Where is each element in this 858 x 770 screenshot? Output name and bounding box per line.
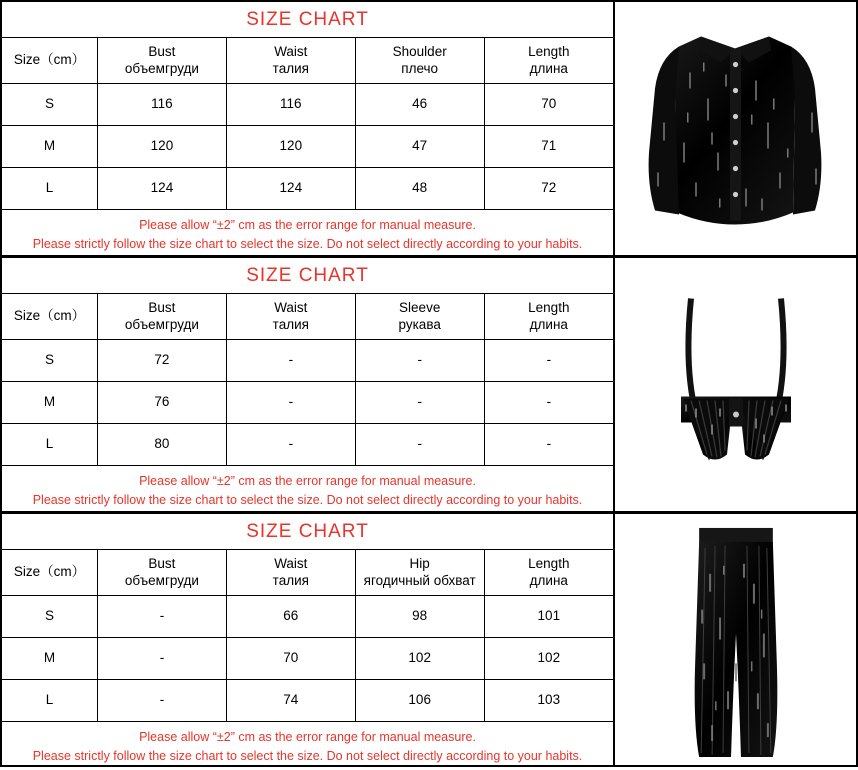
column-header-bust-ru: объемгруди [124,60,199,76]
cell-bust: 76 [98,382,227,424]
column-header-waist-en: Waist [274,43,308,59]
measure-notes [2,466,613,514]
column-header-bust [98,550,227,596]
table-row [2,424,613,466]
cell-sleeve: - [355,340,484,382]
cell-size: M [2,126,98,168]
column-header-length-en: Length [528,555,570,571]
measure-notes [2,210,613,258]
cell-size: S [2,84,98,126]
column-header-length-ru: длина [529,316,568,332]
column-header-size-en: Size（cm） [13,564,86,580]
cell-bust: 120 [98,126,227,168]
cell-sleeve: - [355,382,484,424]
black-sequin-shirt-illustration [615,2,856,255]
cell-bust: 116 [98,84,227,126]
column-header-size-en: Size（cm） [13,52,86,68]
column-header-bust-en: Bust [148,43,176,59]
column-header-shoulder-ru: плечо [401,60,439,76]
column-header-length [484,38,613,84]
column-header-bust-en: Bust [148,555,176,571]
cell-waist: - [226,424,355,466]
column-header-length [484,550,613,596]
product-image-bralette [615,258,856,511]
column-header-waist-ru: талия [272,316,309,332]
column-header-hip-en: Hip [409,555,430,571]
cell-waist: - [226,382,355,424]
cell-sleeve: - [355,424,484,466]
page-title-shirt: SIZE CHART [246,9,369,30]
size-chart-block-shirt [0,0,858,256]
column-header-waist [226,38,355,84]
column-header-length [484,294,613,340]
column-header-hip [355,550,484,596]
note-line-2: Please strictly follow the size chart to select the size. Do not select directly according to your habits. [32,748,583,763]
cell-length: 103 [484,680,613,722]
table-row [2,596,613,638]
table-row [2,638,613,680]
cell-bust: - [98,596,227,638]
cell-waist: 120 [226,126,355,168]
page-title-pants: SIZE CHART [246,521,369,542]
cell-size: M [2,382,98,424]
column-header-sleeve [355,294,484,340]
cell-length: - [484,424,613,466]
column-header-length-en: Length [528,43,570,59]
cell-hip: 106 [355,680,484,722]
table-header-row [2,550,613,596]
product-image-shirt [615,2,856,255]
column-header-waist-ru: талия [272,60,309,76]
cell-size: M [2,638,98,680]
cell-waist: 74 [226,680,355,722]
note-line-2: Please strictly follow the size chart to select the size. Do not select directly according to your habits. [32,236,583,251]
column-header-size [2,38,98,84]
cell-length: 71 [484,126,613,168]
size-table-pants [2,549,613,722]
cell-bust: 72 [98,340,227,382]
cell-length: 70 [484,84,613,126]
column-header-waist-en: Waist [274,299,308,315]
column-header-waist [226,550,355,596]
column-header-hip-ru: ягодичный обхват [363,572,476,588]
cell-bust: - [98,680,227,722]
chart-side-bralette [2,258,615,511]
column-header-shoulder-en: Shoulder [392,43,447,59]
cell-size: L [2,680,98,722]
cell-bust: 124 [98,168,227,210]
column-header-waist-ru: талия [272,572,309,588]
cell-hip: 98 [355,596,484,638]
table-row [2,340,613,382]
note-line-1: Please allow “±2” cm as the error range for manual measure. [139,730,476,744]
column-header-length-ru: длина [529,572,568,588]
column-header-length-en: Length [528,299,570,315]
cell-length: 101 [484,596,613,638]
column-header-sleeve-ru: рукава [398,316,441,332]
table-row [2,680,613,722]
cell-length: - [484,340,613,382]
cell-bust: 80 [98,424,227,466]
cell-size: S [2,596,98,638]
cell-length: 102 [484,638,613,680]
column-header-bust [98,294,227,340]
column-header-bust-en: Bust [148,299,176,315]
table-row [2,168,613,210]
black-sequin-bralette-illustration [615,258,856,511]
size-table-shirt [2,37,613,210]
cell-waist: 66 [226,596,355,638]
cell-waist: - [226,340,355,382]
column-header-shoulder [355,38,484,84]
note-line-2: Please strictly follow the size chart to select the size. Do not select directly according to your habits. [32,492,583,507]
size-chart-block-pants [0,512,858,767]
chart-side-shirt [2,2,615,255]
column-header-size [2,550,98,596]
table-header-row [2,38,613,84]
table-row [2,84,613,126]
cell-length: 72 [484,168,613,210]
cell-shoulder: 46 [355,84,484,126]
column-header-bust-ru: объемгруди [124,572,199,588]
size-table-bralette [2,293,613,466]
column-header-waist [226,294,355,340]
cell-size: S [2,340,98,382]
table-row [2,126,613,168]
page-title-bralette: SIZE CHART [246,265,369,286]
column-header-bust-ru: объемгруди [124,316,199,332]
size-chart-block-bralette [0,256,858,512]
cell-waist: 116 [226,84,355,126]
column-header-bust [98,38,227,84]
cell-length: - [484,382,613,424]
chart-side-pants [2,514,615,765]
cell-shoulder: 48 [355,168,484,210]
column-header-size-en: Size（cm） [13,308,86,324]
table-header-row [2,294,613,340]
cell-shoulder: 47 [355,126,484,168]
cell-size: L [2,168,98,210]
note-line-1: Please allow “±2” cm as the error range for manual measure. [139,474,476,488]
column-header-sleeve-en: Sleeve [399,299,441,315]
measure-notes [2,722,613,770]
cell-bust: - [98,638,227,680]
table-row [2,382,613,424]
cell-waist: 124 [226,168,355,210]
product-image-pants [615,514,856,765]
black-sequin-pants-illustration [615,514,856,765]
column-header-waist-en: Waist [274,555,308,571]
column-header-size [2,294,98,340]
cell-hip: 102 [355,638,484,680]
column-header-length-ru: длина [529,60,568,76]
cell-size: L [2,424,98,466]
note-line-1: Please allow “±2” cm as the error range for manual measure. [139,218,476,232]
cell-waist: 70 [226,638,355,680]
